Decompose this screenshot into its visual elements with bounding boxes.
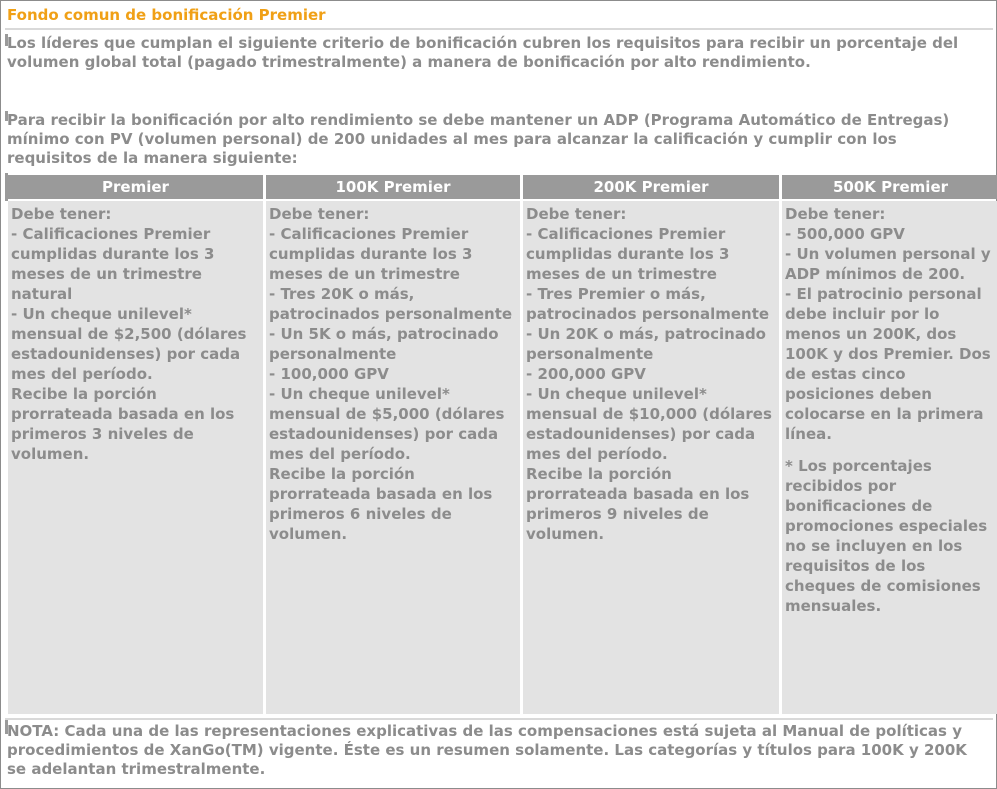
cell-line: - 200,000 GPV (526, 365, 646, 383)
disclaimer-note: NOTA: Cada una de las representaciones explicativas de las compensaciones está sujeta al Manual de políticas y procedimientos de XanGo(TM) vigente. Éste es un resumen solamente. Las categorías y títulos para 100K y 200K se adelantan trimestralmente. (7, 722, 967, 778)
cell-100k-premier (266, 201, 520, 714)
cell-line: Debe tener: (526, 205, 627, 223)
cell-500k-premier (782, 201, 997, 714)
cell-line: - Un cheque unilevel* mensual de $2,500 (dólares estadounidenses) por cada mes del período. (11, 305, 247, 383)
cell-line: - Un 20K o más, patrocinado personalmente (526, 325, 766, 363)
cell-line: - Calificaciones Premier cumplidas durante los 3 meses de un trimestre (269, 225, 473, 283)
table-row (8, 201, 997, 714)
cell-line: - Un 5K o más, patrocinado personalmente (269, 325, 499, 363)
cell-line: - 500,000 GPV (785, 225, 905, 243)
cell-200k-premier (523, 201, 779, 714)
footnote: * Los porcentajes recibidos por bonificaciones de promociones especiales no se incluyen en los requisitos de los cheques de comisiones mensuales. (785, 457, 988, 615)
cell-line: Recibe la porción prorrateada basada en los primeros 6 niveles de volumen. (269, 465, 493, 543)
cell-line: - 100,000 GPV (269, 365, 389, 383)
cell-line: Debe tener: (269, 205, 370, 223)
cell-line: - Tres 20K o más, patrocinados personalmente (269, 285, 513, 323)
cell-line: - Un volumen personal y ADP mínimos de 200. (785, 245, 991, 283)
title-divider (5, 28, 993, 30)
cell-line: - Calificaciones Premier cumplidas durante los 3 meses de un trimestre natural (11, 225, 215, 303)
cell-line: Recibe la porción prorrateada basada en los primeros 3 niveles de volumen. (11, 385, 235, 463)
header-premier: Premier (8, 175, 263, 199)
intro-paragraph-2: Para recibir la bonificación por alto rendimiento se debe mantener un ADP (Programa Automático de Entregas) mínimo con PV (volumen personal) de 200 unidades al mes para alcanzar la calificación y cumplir con los requisitos de la manera siguiente: (7, 111, 950, 167)
intro-paragraph-1: Los líderes que cumplan el siguiente criterio de bonificación cubren los requisitos para recibir un porcentaje del volumen global total (pagado trimestralmente) a manera de bonificación por alto rendimiento. (7, 34, 959, 71)
cell-premier (8, 201, 263, 714)
bonus-criteria-table (5, 173, 997, 716)
header-200k-premier: 200K Premier (523, 175, 779, 199)
note-divider (5, 718, 993, 720)
cell-line: - Un cheque unilevel* mensual de $5,000 (dólares estadounidenses) por cada mes del período. (269, 385, 505, 463)
cell-line: Debe tener: (11, 205, 112, 223)
cell-line: - Calificaciones Premier cumplidas durante los 3 meses de un trimestre (526, 225, 730, 283)
footnote-spacer (785, 444, 995, 456)
table-header-row (8, 175, 997, 199)
header-500k-premier: 500K Premier (782, 175, 997, 199)
cell-line: - Tres Premier o más, patrocinados personalmente (526, 285, 770, 323)
cell-line: - Un cheque unilevel* mensual de $10,000 (dólares estadounidenses) por cada mes del período. (526, 385, 772, 463)
header-100k-premier: 100K Premier (266, 175, 520, 199)
cell-line: Recibe la porción prorrateada basada en los primeros 9 niveles de volumen. (526, 465, 750, 543)
section-title: Fondo comun de bonificación Premier (7, 6, 326, 24)
cell-line: Debe tener: (785, 205, 886, 223)
cell-line: - El patrocinio personal debe incluir por lo menos un 200K, dos 100K y dos Premier. Dos de estas cinco posiciones deben colocarse en la primera línea. (785, 285, 991, 443)
